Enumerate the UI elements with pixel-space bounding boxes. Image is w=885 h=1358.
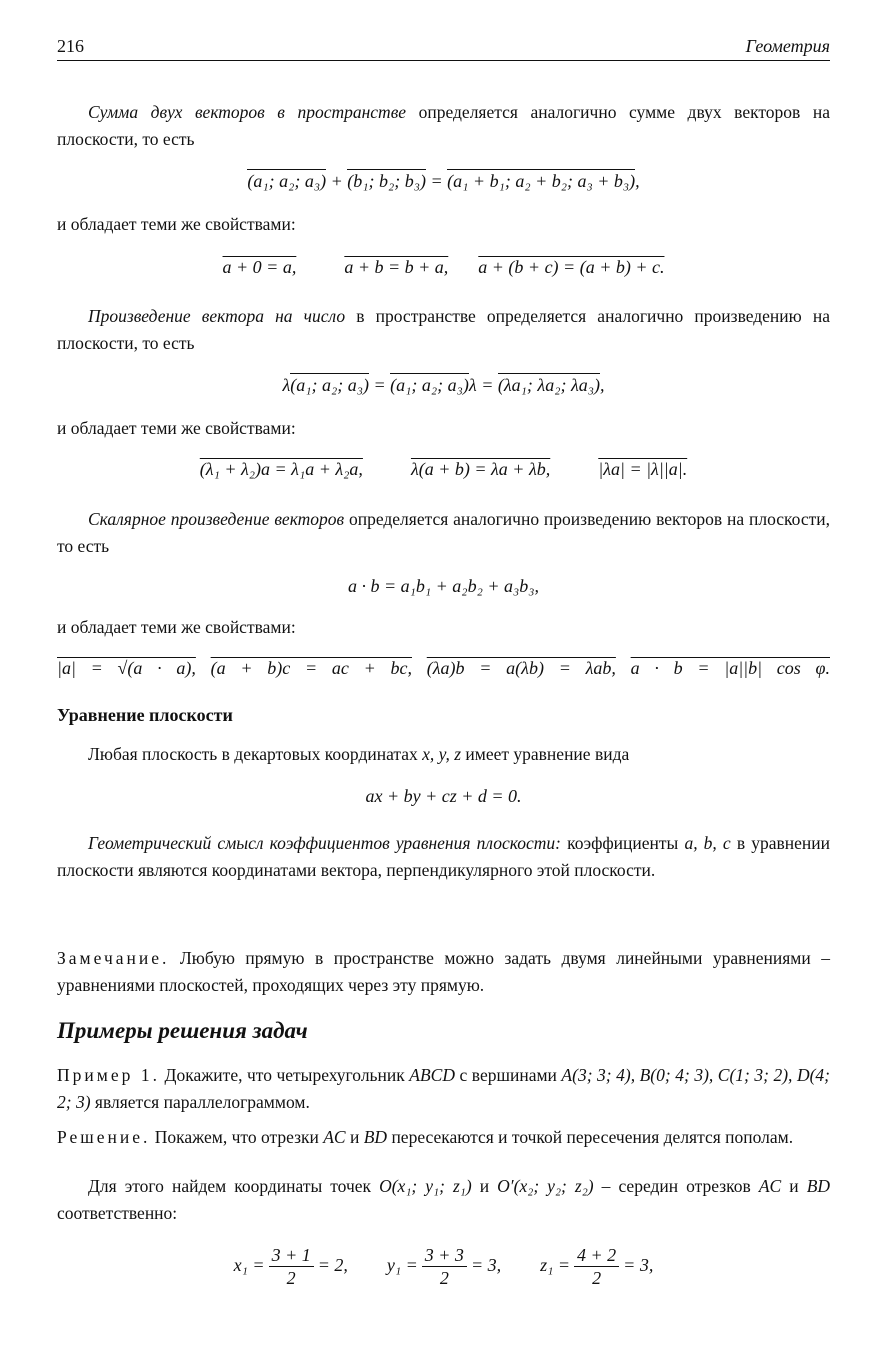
paragraph-scalar-mult	[57, 303, 830, 357]
segment-bd: BD	[806, 1176, 831, 1196]
paragraph-text: и	[781, 1176, 807, 1196]
variables-abc: a, b, c	[684, 833, 731, 853]
paragraph-text: имеет уравнение вида	[461, 744, 630, 764]
segment-ac: AC	[323, 1127, 346, 1147]
point-o-prime: O′(x₂; y₂; z₂)	[497, 1176, 594, 1196]
formula-plane: ax + by + cz + d = 0.	[365, 786, 522, 806]
property-distributive-vector: λ(a + b) = λa + λb,	[410, 459, 551, 479]
formula-sum-properties	[57, 252, 830, 282]
paragraph-plane-equation	[57, 741, 830, 768]
paragraph-properties: и обладает теми же свойствами:	[57, 214, 296, 234]
term-geometric-meaning: Геометрический смысл коэффициентов уравнения плоскости:	[88, 833, 561, 853]
paragraph-dot-product	[57, 506, 830, 560]
paragraph-text: Любая плоскость в декартовых координатах	[88, 744, 423, 764]
fraction-y1	[422, 1244, 467, 1289]
paragraph-properties: и обладает теми же свойствами:	[57, 617, 296, 637]
heading-examples: Примеры решения задач	[57, 1018, 308, 1043]
paragraph-solution	[57, 1124, 830, 1151]
paragraph-text: с вершинами	[455, 1065, 562, 1085]
example-label: Пример 1.	[57, 1065, 160, 1085]
paragraph-midpoints	[57, 1173, 830, 1227]
property-norm: |λa| = |λ||a|.	[598, 459, 688, 479]
paragraph-text: – середин отрезков	[593, 1176, 759, 1196]
remark-label: Замечание.	[57, 948, 170, 968]
formula-midpoints	[57, 1240, 830, 1290]
paragraph-geometric-meaning	[57, 830, 830, 884]
property-distributive-scalar: (λ₁ + λ₂)a = λ₁a + λ₂a,	[199, 459, 363, 479]
paragraph-remark	[57, 945, 830, 999]
term-scalar-mult: Произведение вектора на число	[88, 306, 346, 326]
z1-label: z₁ =	[540, 1255, 571, 1275]
formula-vector-sum: (a₁; a₂; a₃) + (b₁; b₂; b₃) = (a₁ + b₁; a₂ + b₂; a₃ + b₃),	[247, 171, 640, 191]
paragraph-text: и	[345, 1127, 364, 1147]
running-title: Геометрия	[745, 36, 830, 56]
denominator: 2	[439, 1268, 449, 1289]
numerator: 3 + 1	[269, 1244, 314, 1267]
denominator: 2	[286, 1268, 296, 1289]
vector-a: (a₁; a₂; a₃)	[247, 171, 327, 191]
paragraph-text: определяется аналогично произведению векторов на плоскости, то есть	[57, 509, 830, 556]
quadrilateral-name: ABCD	[409, 1065, 455, 1085]
paragraph-text: в уравнении плоскости являются координатами вектора, перпендикулярного этой плоскости.	[57, 833, 830, 880]
x1-label: x₁ =	[233, 1255, 265, 1275]
vector-a: (a₁; a₂; a₃)	[290, 375, 370, 395]
y1-label: y₁ =	[386, 1255, 418, 1275]
property-cosine: a · b = |a||b| cos φ.	[630, 658, 830, 678]
vertex-coordinates: A(3; 3; 4), B(0; 4; 3), C(1; 3; 2), D(4; 2; 3)	[57, 1065, 830, 1112]
paragraph-text: пересекаются и точкой пересечения делятся пополам.	[387, 1127, 794, 1147]
vector-product: (λa₁; λa₂; λa₃)	[497, 375, 601, 395]
lambda2: λ	[468, 375, 477, 395]
solution-label: Решение.	[57, 1127, 151, 1147]
paragraph-text: Докажите, что четырехугольник	[160, 1065, 410, 1085]
paragraph-example-1	[57, 1062, 830, 1116]
paragraph-text: соответственно:	[57, 1203, 178, 1223]
segment-ac: AC	[758, 1176, 782, 1196]
fraction-x1	[269, 1244, 314, 1289]
property-associative: a + (b + c) = (a + b) + c.	[478, 257, 665, 277]
section-heading-plane: Уравнение плоскости	[57, 705, 233, 725]
numerator: 3 + 3	[422, 1244, 467, 1267]
z1-result: = 3,	[623, 1255, 654, 1275]
vector-b: (b₁; b₂; b₃)	[347, 171, 427, 191]
numerator: 4 + 2	[574, 1244, 619, 1267]
y1-result: = 3,	[470, 1255, 502, 1275]
vector-a2: (a₁; a₂; a₃)	[390, 375, 469, 395]
property-distributive-dot: (a + b)c = ac + bc,	[210, 658, 412, 678]
segment-bd: BD	[363, 1127, 388, 1147]
property-commutative: a + b = b + a,	[344, 257, 449, 277]
paragraph-text: определяется аналогично сумме двух векторов на плоскости, то есть	[57, 102, 830, 149]
paragraph-text: коэффициенты	[560, 833, 685, 853]
paragraph-text: Покажем, что отрезки	[150, 1127, 324, 1147]
denominator: 2	[592, 1268, 602, 1289]
page-number: 216	[57, 36, 84, 56]
formula-scalar-mult: λ(a₁; a₂; a₃) = (a₁; a₂; a₃)λ = (λa₁; λa₂; λa₃),	[282, 375, 605, 395]
paragraph-text: в пространстве определяется аналогично произведению на плоскости, то есть	[57, 306, 830, 353]
paragraph-text: и	[471, 1176, 498, 1196]
paragraph-text: является параллелограммом.	[90, 1092, 310, 1112]
fraction-z1	[574, 1244, 619, 1289]
formula-dot-properties	[57, 653, 830, 683]
property-norm-dot: |a| = √(a · a),	[57, 658, 196, 678]
property-scalar-dot: (λa)b = a(λb) = λab,	[426, 658, 616, 678]
x1-result: = 2,	[317, 1255, 348, 1275]
vector-sum: (a₁ + b₁; a₂ + b₂; a₃ + b₃)	[447, 171, 636, 191]
paragraph-properties: и обладает теми же свойствами:	[57, 418, 296, 438]
formula-mult-properties	[57, 454, 830, 484]
paragraph-text: Для этого найдем координаты точек	[88, 1176, 380, 1196]
property-zero: a + 0 = a,	[222, 257, 297, 277]
formula-dot-product: a · b = a₁b₁ + a₂b₂ + a₃b₃,	[348, 576, 539, 596]
page-header	[57, 34, 830, 61]
lambda: λ	[282, 375, 291, 395]
paragraph-vector-sum	[57, 99, 830, 153]
term-vector-sum: Сумма двух векторов в пространстве	[88, 102, 407, 122]
variables-xyz: x, y, z	[422, 744, 462, 764]
point-o: O(x₁; y₁; z₁)	[379, 1176, 472, 1196]
paragraph-text: Любую прямую в пространстве можно задать двумя линейными уравнениями – уравнениями плоскостей, проходящих через эту прямую.	[57, 948, 830, 995]
term-dot-product: Скалярное произведение векторов	[88, 509, 345, 529]
